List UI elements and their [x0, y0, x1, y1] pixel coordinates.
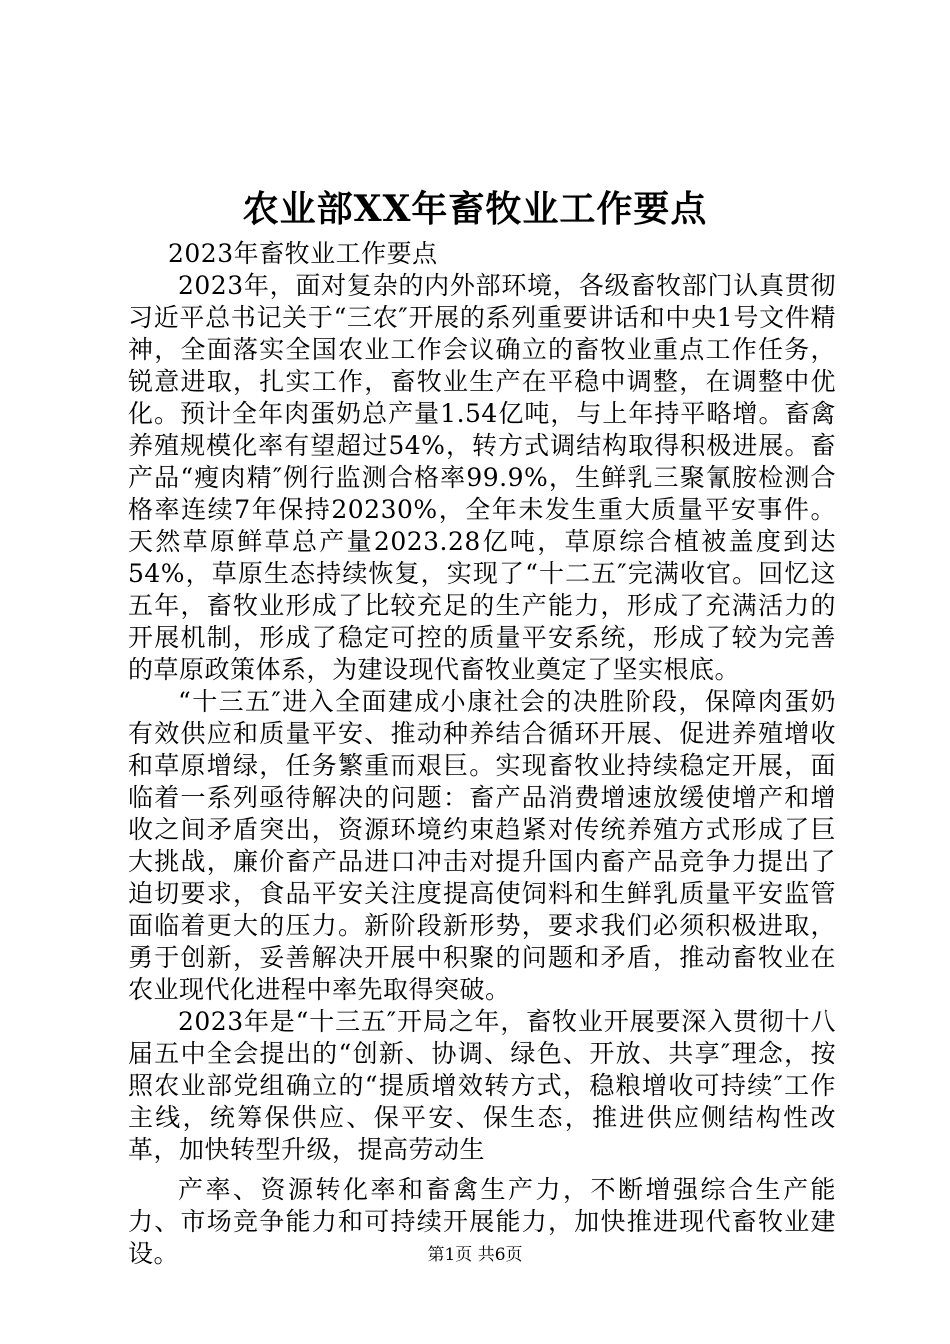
document-body — [128, 238, 836, 1270]
document-subtitle: 2023年畜牧业工作要点 — [168, 239, 438, 268]
paragraph-4: 产率、资源转化率和畜禽生产力，不断增强综合生产能力、市场竞争能力和可持续开展能力，加快推进现代畜牧业建设。 — [128, 1175, 836, 1268]
page-number: 第1页 共6页 — [427, 1245, 523, 1265]
document-title: 农业部XX年畜牧业工作要点 — [242, 188, 708, 230]
paragraph-2: “十三五″进入全面建成小康社会的决胜阶段，保障肉蛋奶有效供应和质量平安、推动种养结合循环开展、促进养殖增收和草原增绿，任务繁重而艰巨。实现畜牧业持续稳定开展，面临着一系列亟待解决的问题：畜产品消费增速放缓使增产和增收之间矛盾突出，资源环境约束趋紧对传统养殖方式形成了巨大挑战，廉价畜产品进口冲击对提升国内畜产品竞争力提出了迫切要求，食品平安关注度提高使饲料和生鲜乳质量平安监管面临着更大的压力。新阶段新形势，要求我们必须积极进取，勇于创新，妥善解决开展中积聚的问题和矛盾，推动畜牧业在农业现代化进程中率先取得突破。 — [128, 687, 836, 1004]
paragraph-1: 2023年，面对复杂的内外部环境，各级畜牧部门认真贯彻习近平总书记关于“三农″开展的系列重要讲话和中央1号文件精神，全面落实全国农业工作会议确立的畜牧业重点工作任务，锐意进取，扎实工作，畜牧业生产在平稳中调整，在调整中优化。预计全年肉蛋奶总产量1.54亿吨，与上年持平略增。畜禽养殖规模化率有望超过54%，转方式调结构取得积极进展。畜产品“瘦肉精″例行监测合格率99.9%，生鲜乳三聚氰胺检测合格率连续7年保持20230%，全年未发生重大质量平安事件。天然草原鲜草总产量2023.28亿吨，草原综合植被盖度到达54%，草原生态持续恢复，实现了“十二五″完满收官。回忆这五年，畜牧业形成了比较充足的生产能力，形成了充满活力的开展机制，形成了稳定可控的质量平安系统，形成了较为完善的草原政策体系，为建设现代畜牧业奠定了坚实根底。 — [128, 271, 836, 684]
paragraph-3: 2023年是“十三五″开局之年，畜牧业开展要深入贯彻十八届五中全会提出的“创新、协调、绿色、开放、共享″理念，按照农业部党组确立的“提质增效转方式，稳粮增收可持续″工作主线，统筹保供应、保平安、保生态，推进供应侧结构性改革，加快转型升级，提高劳动生 — [128, 1007, 836, 1164]
